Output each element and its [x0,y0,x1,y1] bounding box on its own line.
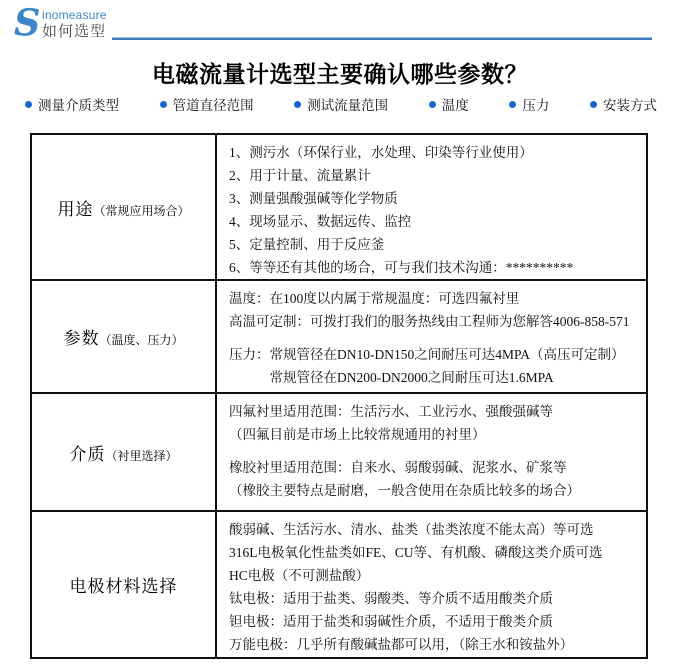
parameter-bullet-label: 安装方式 [602,98,657,113]
table-row-electrode [31,511,647,658]
header [0,2,680,46]
content-line: （四氟目前是市场上比较常规通用的衬里） [229,427,486,442]
content-line: 四氟衬里适用范围：生活污水、工业污水、强酸强碱等 [229,404,553,419]
parameter-bullet-item [590,94,657,114]
content-line: 压力：常规管径在DN10-DN150之间耐压可达4MPA（高压可定制） [229,347,625,362]
content-line: 万能电极：几乎所有酸碱盐都可以用，（除王水和铵盐外） [229,637,574,652]
content-line: 1、测污水（环保行业，水处理、印染等行业使用） [229,145,533,160]
header-divider [112,37,652,40]
content-line: 橡胶衬里适用范围：自来水、弱酸弱碱、泥浆水、矿浆等 [229,460,567,475]
content-line: 5、定量控制、用于反应釜 [229,237,385,252]
table-row-usage [31,134,647,280]
table-row-parameters [31,280,647,393]
parameter-bullet-label: 测量介质类型 [38,98,119,113]
parameter-bullet-label: 测试流量范围 [307,98,389,113]
parameter-bullet-item [429,94,469,114]
bullet-dot-icon [590,101,597,108]
content-spacer [229,333,636,343]
parameter-bullet-label: 压力 [522,98,550,113]
row-content [216,280,647,393]
content-line: 高温可定制：可拨打我们的服务热线由工程师为您解答4006-858-571 [229,314,630,329]
row-label: 参数（温度、压力） [31,280,216,393]
logo-text [42,9,107,41]
content-line: 3、测量强酸强碱等化学物质 [229,191,398,206]
row-label: 电极材料选择 [31,511,216,658]
parameter-bullet-item [509,94,549,114]
page-title: 电磁流量计选型主要确认哪些参数？ [152,62,528,87]
logo-brand-name: inomeasure [42,8,107,22]
table-row-medium [31,393,647,511]
parameter-bullet-item [294,94,388,114]
parameter-bullet-item [25,94,119,114]
content-line: 6、等等还有其他的场合，可与我们技术沟通：********** [229,260,574,275]
parameter-bullet-item [160,94,254,114]
bullet-dot-icon [25,101,32,108]
bullet-dot-icon [429,101,436,108]
content-line: HC电极（不可测盐酸） [229,568,370,583]
content-line: 钛电极：适用于盐类、弱酸类、等介质不适用酸类介质 [229,591,553,606]
row-content [216,511,647,658]
content-line: 316L电极氧化性盐类如FE、CU等、有机酸、磷酸这类介质可选 [229,545,603,560]
content-line: 钽电极：适用于盐类和弱碱性介质，不适用于酸类介质 [229,614,553,629]
content-line: 温度：在100度以内属于常规温度：可选四氟衬里 [229,291,520,306]
row-label: 介质（衬里选择） [31,393,216,511]
parameter-bullet-label: 温度 [441,98,469,113]
content-line: 酸弱碱、生活污水、清水、盐类（盐类浓度不能太高）等可选 [229,522,594,537]
bullet-dot-icon [160,101,167,108]
selection-table [30,133,648,659]
bullet-dot-icon [294,101,301,108]
row-content [216,393,647,511]
parameter-bullet-label: 管道直径范围 [172,98,254,113]
parameter-bullet-list [25,94,657,114]
content-spacer [229,446,636,456]
brand-logo [14,2,107,44]
bullet-dot-icon [509,101,516,108]
logo-subtitle: 如何选型 [42,24,107,40]
content-line: 2、用于计量、流量累计 [229,168,371,183]
row-label: 用途（常规应用场合） [31,134,216,280]
content-line: 常规管径在DN200-DN2000之间耐压可达1.6MPA [229,370,554,385]
content-line: 4、现场显示、数据远传、监控 [229,214,412,229]
content-line: （橡胶主要特点是耐磨，一般含使用在杂质比较多的场合） [229,483,580,498]
row-content [216,134,647,280]
logo-s-icon: S [14,2,40,44]
